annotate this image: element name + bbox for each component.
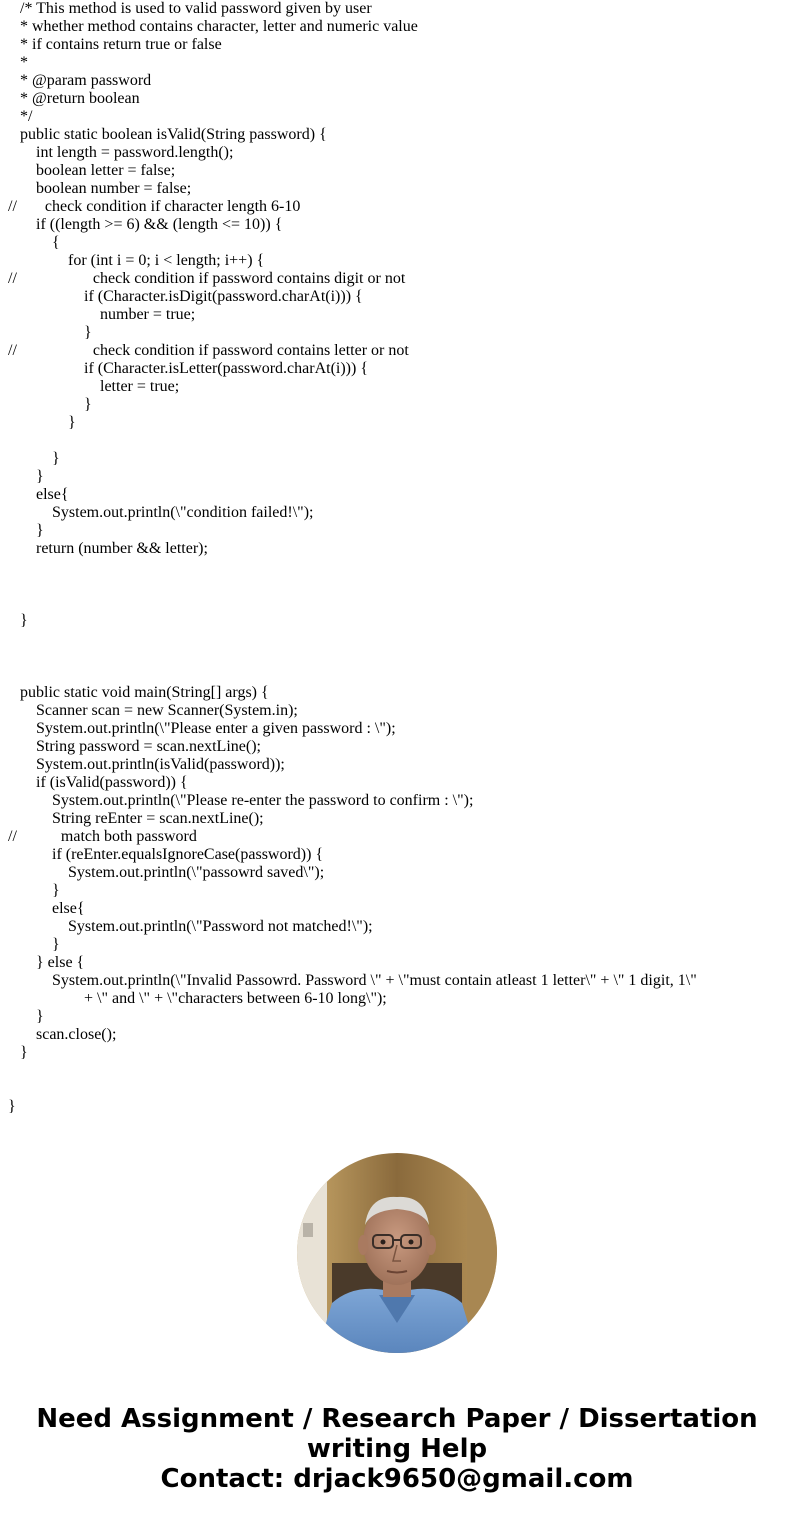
avatar	[297, 1153, 497, 1353]
code-line: // check condition if password contains letter or not	[8, 342, 409, 359]
code-line	[8, 630, 788, 648]
code-line: if ((length >= 6) && (length <= 10)) {	[8, 216, 283, 233]
code-line: + \" and \" + \"characters between 6-10 long\");	[8, 990, 387, 1007]
code-line: System.out.println(\"passowrd saved\");	[8, 864, 325, 881]
code-line	[8, 1062, 788, 1080]
code-line: * @return boolean	[8, 90, 140, 107]
code-line: System.out.println(\"Password not matched!\");	[8, 918, 373, 935]
code-line: System.out.println(\"Please re-enter the password to confirm : \");	[8, 792, 474, 809]
code-line: }	[8, 612, 28, 629]
code-line: /* This method is used to valid password given by user	[8, 0, 372, 17]
code-line: }	[8, 468, 44, 485]
code-line	[8, 594, 788, 612]
code-line: System.out.println(\"Please enter a given password : \");	[8, 720, 396, 737]
code-line: boolean number = false;	[8, 180, 192, 197]
code-line: {	[8, 234, 60, 251]
code-line: else{	[8, 900, 85, 917]
code-line: System.out.println(\"Invalid Passowrd. Password \" + \"must contain atleast 1 letter\" + \" 1 digit, 1\"	[8, 972, 697, 989]
code-line: Scanner scan = new Scanner(System.in);	[8, 702, 298, 719]
code-line: }	[8, 1008, 44, 1025]
code-line: public static void main(String[] args) {	[8, 684, 269, 701]
code-line: if (Character.isLetter(password.charAt(i))) {	[8, 360, 368, 377]
code-line	[8, 666, 788, 684]
code-line: // check condition if character length 6-10	[8, 198, 301, 215]
code-line: }	[8, 450, 60, 467]
code-line: letter = true;	[8, 378, 180, 395]
code-line: else{	[8, 486, 69, 503]
code-line: }	[8, 936, 60, 953]
code-line	[8, 558, 788, 576]
code-line	[8, 432, 788, 450]
code-line: return (number && letter);	[8, 540, 208, 557]
code-line: */	[8, 108, 33, 125]
code-line: scan.close();	[8, 1026, 117, 1043]
code-line	[8, 648, 788, 666]
code-line: if (isValid(password)) {	[8, 774, 188, 791]
code-line: number = true;	[8, 306, 196, 323]
code-line: }	[8, 1098, 16, 1115]
code-line	[8, 1080, 788, 1098]
code-line: boolean letter = false;	[8, 162, 176, 179]
footer-line-3: Contact: drjack9650@gmail.com	[160, 1464, 634, 1494]
person-photo-icon	[297, 1153, 497, 1353]
code-line: * whether method contains character, letter and numeric value	[8, 18, 418, 35]
code-line: }	[8, 882, 60, 899]
code-line: String reEnter = scan.nextLine();	[8, 810, 264, 827]
code-line: } else {	[8, 954, 85, 971]
code-line: }	[8, 324, 92, 341]
code-line: * @param password	[8, 72, 152, 89]
code-line: for (int i = 0; i < length; i++) {	[8, 252, 265, 269]
code-line: if (Character.isDigit(password.charAt(i))) {	[8, 288, 363, 305]
code-line: String password = scan.nextLine();	[8, 738, 261, 755]
code-line: // match both password	[8, 828, 197, 845]
code-line: *	[8, 54, 28, 71]
code-line: }	[8, 414, 76, 431]
code-line: public static boolean isValid(String password) {	[8, 126, 327, 143]
code-line: if (reEnter.equalsIgnoreCase(password)) {	[8, 846, 324, 863]
footer-contact	[0, 1404, 794, 1494]
code-line: // check condition if password contains digit or not	[8, 270, 406, 287]
code-line: System.out.println(isValid(password));	[8, 756, 285, 773]
code-line: * if contains return true or false	[8, 36, 222, 53]
code-block	[8, 0, 788, 1116]
code-line: }	[8, 522, 44, 539]
code-line	[8, 576, 788, 594]
code-line: int length = password.length();	[8, 144, 234, 161]
footer-line-2: writing Help	[306, 1434, 488, 1464]
code-line: }	[8, 1044, 28, 1061]
code-line: }	[8, 396, 92, 413]
footer-line-1: Need Assignment / Research Paper / Dissertation	[36, 1404, 758, 1434]
code-line: System.out.println(\"condition failed!\");	[8, 504, 314, 521]
